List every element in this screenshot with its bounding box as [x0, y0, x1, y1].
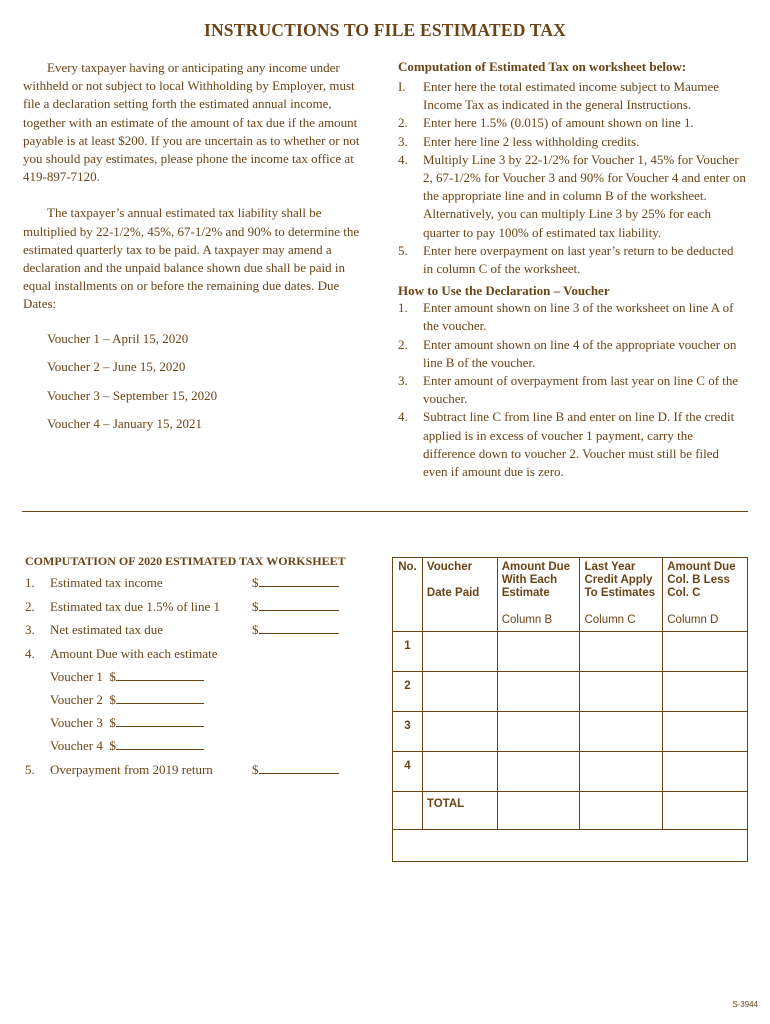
table-header-row [393, 558, 748, 632]
voucher-1-field[interactable]: Voucher 1 $ [50, 669, 204, 685]
due-date-voucher-3: Voucher 3 – September 15, 2020 [47, 388, 218, 403]
col-no-header: No. [393, 558, 423, 632]
credit-cell[interactable] [580, 672, 663, 712]
table-row: 1 [393, 632, 748, 672]
worksheet-line-1-field[interactable]: $ [252, 575, 339, 591]
total-credit-cell[interactable] [580, 792, 663, 830]
worksheet-line-4: 4. Amount Due with each estimate [25, 646, 218, 661]
table-row: 2 [393, 672, 748, 712]
list-item: 3. Enter amount of overpayment from last year on line C of the voucher. [398, 373, 739, 407]
table-footer-row [393, 830, 748, 862]
intro-paragraph-1: Every taxpayer having or anticipating any income under withheld or not subject to local Withholding by Employer, must file a declaration setting forth the estimated annual income, together with an estimate of the amount of tax due if the amount payable is at least $200. If you are uncertain as to whether or not you should pay estimates, please phone the income tax office at 419-897-7120. [23, 60, 360, 185]
worksheet-line-5: 5. Overpayment from 2019 return [25, 762, 213, 777]
list-item: 4. Subtract line C from line B and enter on line D. If the credit applied is in excess of voucher 1 payment, carry the difference down to voucher 2. Voucher must still be filed even if amount due is zero. [398, 409, 735, 480]
due-date-voucher-1: Voucher 1 – April 15, 2020 [47, 331, 189, 346]
col-c-header: Last Year Credit Apply To Estimates Column C [580, 558, 663, 632]
total-label: TOTAL [422, 792, 497, 830]
section-divider [22, 511, 748, 512]
list-item: 4. Multiply Line 3 by 22-1/2% for Voucher 1, 45% for Voucher 2, 67-1/2% for Voucher 3 and 90% for Voucher 4 and enter on the appropriate line and in column B of the worksheet. Alternatively, you can multiply Line 3 by 25% for each quarter to pay 100% of estimated tax liability. [398, 151, 746, 240]
due-date-voucher-4: Voucher 4 – January 15, 2021 [47, 416, 203, 431]
credit-cell[interactable] [580, 632, 663, 672]
list-item: 1. Enter amount shown on line 3 of the worksheet on line A of the voucher. [398, 300, 734, 334]
worksheet-line-3-field[interactable]: $ [252, 622, 339, 638]
total-row [393, 792, 748, 830]
worksheet-line-1: 1. Estimated tax income [25, 575, 163, 590]
voucher-3-field[interactable]: Voucher 3 $ [50, 715, 204, 731]
howto-list [398, 299, 746, 481]
voucher-2-field[interactable]: Voucher 2 $ [50, 692, 204, 708]
amount-due-cell[interactable] [497, 752, 580, 792]
net-due-cell[interactable] [663, 712, 748, 752]
list-item: 5. Enter here overpayment on last year’s return to be deducted in column C of the worksheet. [398, 242, 734, 277]
instructions-section [398, 59, 746, 481]
worksheet-line-3: 3. Net estimated tax due [25, 622, 163, 637]
worksheet-heading: COMPUTATION OF 2020 ESTIMATED TAX WORKSHEET [25, 554, 346, 568]
computation-heading: Computation of Estimated Tax on worksheet below: [398, 59, 687, 74]
credit-cell[interactable] [580, 752, 663, 792]
worksheet-line-2: 2. Estimated tax due 1.5% of line 1 [25, 599, 221, 614]
total-amount-due-cell[interactable] [497, 792, 580, 830]
credit-cell[interactable] [580, 712, 663, 752]
worksheet-line-2-field[interactable]: $ [252, 599, 339, 615]
form-code: S-3944 [732, 1000, 758, 1009]
net-due-cell[interactable] [663, 632, 748, 672]
col-voucher-header: Voucher Date Paid [422, 558, 497, 632]
list-item: 2. Enter here 1.5% (0.015) of amount shown on line 1. [398, 115, 694, 131]
intro-section [23, 59, 368, 314]
total-net-due-cell[interactable] [663, 792, 748, 830]
net-due-cell[interactable] [663, 752, 748, 792]
intro-paragraph-2: The taxpayer’s annual estimated tax liability shall be multiplied by 22-1/2%, 45%, 67-1/2% and 90% to determine the estimated quarterly tax to be paid. A taxpayer may amend a declaration and the unpaid balance shown due shall be paid in equal installments on or before the remaining due dates. Due Dates: [23, 205, 360, 312]
table-row: 3 [393, 712, 748, 752]
amount-due-cell[interactable] [497, 712, 580, 752]
list-item: 2. Enter amount shown on line 4 of the appropriate voucher on line B of the voucher. [398, 336, 737, 370]
amount-due-cell[interactable] [497, 672, 580, 712]
voucher-table [392, 557, 748, 862]
voucher-4-field[interactable]: Voucher 4 $ [50, 738, 204, 754]
list-item: 3. Enter here line 2 less withholding credits. [398, 133, 640, 149]
net-due-cell[interactable] [663, 672, 748, 712]
table-row: 4 [393, 752, 748, 792]
list-item: I. Enter here the total estimated income subject to Maumee Income Tax as indicated in the general Instructions. [398, 79, 720, 113]
worksheet-line-5-field[interactable]: $ [252, 762, 339, 778]
page-title: INSTRUCTIONS TO FILE ESTIMATED TAX [203, 20, 567, 40]
col-b-header: Amount Due With Each Estimate Column B [497, 558, 580, 632]
due-date-voucher-2: Voucher 2 – June 15, 2020 [47, 359, 186, 374]
date-paid-cell[interactable] [422, 632, 497, 672]
date-paid-cell[interactable] [422, 752, 497, 792]
date-paid-cell[interactable] [422, 672, 497, 712]
amount-due-cell[interactable] [497, 632, 580, 672]
howto-heading: How to Use the Declaration – Voucher [398, 283, 610, 299]
computation-list [398, 78, 746, 278]
date-paid-cell[interactable] [422, 712, 497, 752]
col-d-header: Amount Due Col. B Less Col. C Column D [663, 558, 748, 632]
